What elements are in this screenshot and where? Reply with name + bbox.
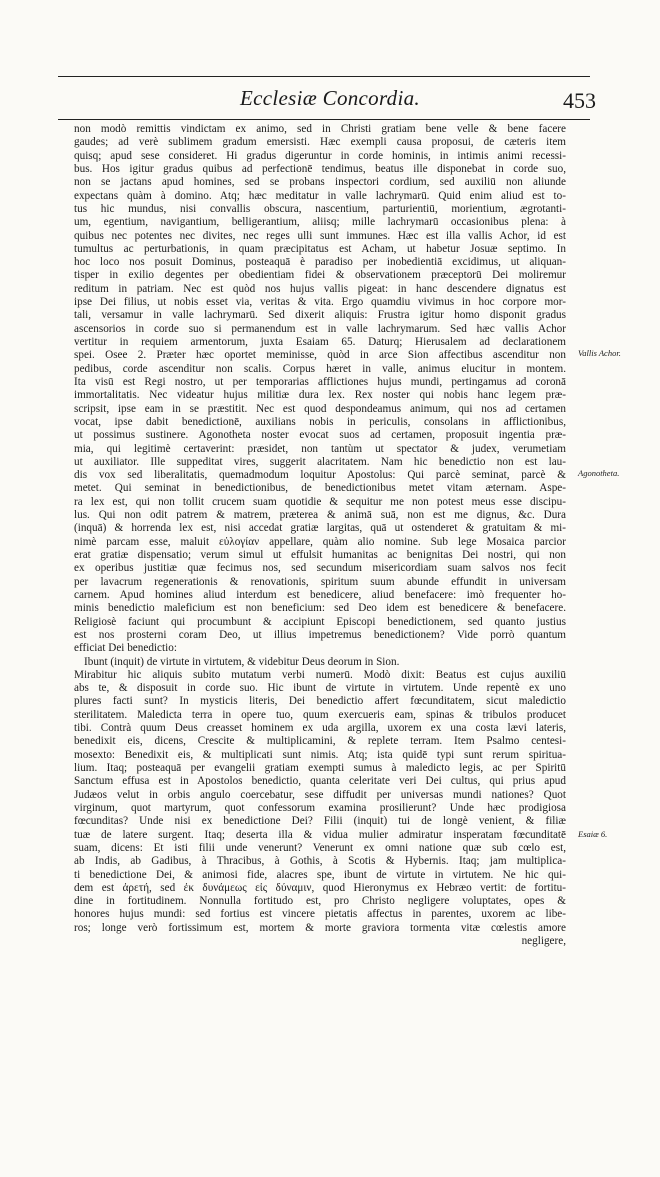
- text-line: suam, dicens: Et isti filii unde venerunt? Venerunt ex omni natione quæ sub cœlo est,: [74, 841, 566, 854]
- text-line: vocat, ipse dabit benedictionē, auxilians nobis in periculis, consolans in afflictionibus,: [74, 415, 566, 428]
- text-line: reditum in patriam. Nec est quòd nos hujus vallis pigeat: in hanc descendere dignatus est: [74, 282, 566, 295]
- text-line: plures facti sunt? In mysticis literis, Dei benedictio affert fœcunditatem, sicut maledictio: [74, 695, 566, 708]
- text-line: virginum, quot martyrum, quot confessorum examina prosilierunt? Unde hæc prodigiosa: [74, 801, 566, 814]
- text-line: pedibus, corde ascenditur non scalis. Corpus hæret in valle, animus elucitur in montem.: [74, 362, 566, 375]
- text-line: honores hujus mundi: sed fortius est vincere pietatis affectus in parentes, uxorem ac libe-: [74, 908, 566, 921]
- text-line: benedixit eis, dicens, Crescite & multiplicamini, & replete terram. Item Psalmo centesi-: [74, 735, 566, 748]
- text-line: ut possimus sustinere. Agonotheta noster evocat suos ad certamen, proposuit ingentia præ-: [74, 429, 566, 442]
- text-line: erat gratiæ dispensatio; verum simul ut effulsit humanitas ac benignitas Dei nostri, qui non: [74, 549, 566, 561]
- text-line: tali, versamur in valle lachrymarū. Sed dixerit aliquis: Frustra igitur homo disponit gradus: [74, 309, 566, 322]
- text-line: bus. Hos igitur gradus quibus ad perfectionē tendimus, beatus ille disponebat in corde suo,: [74, 162, 566, 175]
- text-line: tuæ de latere surgent. Itaq; deserta illa & vidua mulier admiratur insperatam fœcunditatē: [74, 828, 566, 841]
- text-line: dine in fortitudinem. Nonnulla fortitudo est, pro Christo negligere voluptates, opes &: [74, 895, 566, 908]
- text-line: lus. Qui non odit patrem & matrem, præterea & animā suā, non est me dignus, &c. Dura: [74, 509, 566, 522]
- text-line: Ita visū est Regi nostro, ut per temporarias afflictiones hujus mundi, pertingamus ad coronā: [74, 375, 566, 388]
- text-line: mia, qui legitimè certaverint: præsidet, non tantùm ut spectator & judex, verumetiam: [74, 442, 566, 455]
- margin-note-agonotheta: Agonotheta.: [578, 468, 620, 478]
- text-line: abs te, & disposuit in corde suo. Hic ibunt de virtute in virtutem. Unde repentè ex uno: [74, 682, 566, 695]
- text-line: carnem. Apud homines aliud interdum est benedicere, aliud benefacere: imò frequenter ho-: [74, 588, 566, 601]
- text-line: nimè parcam esse, maluit εὐλογίαν appellare, quàm alio nomine. Sub lege Mosaica parcior: [74, 535, 566, 548]
- text-line: expectans quàm à domino. Atq; hæc meditatur in valle lachrymarū. Quid enim aliud est to-: [74, 189, 566, 202]
- text-line: tus hic mundus, nisi convallis obscura, nascentium, parturientiū, morientium, ægrotanti-: [74, 202, 566, 215]
- text-line: (inquā) & horrenda lex est, nisi accedat gratiæ largitas, quā ut ostenderet & gratuitam & mi-: [74, 522, 566, 535]
- text-line: hoc loco nos posuit Dominus, posteaquā è paradiso per inobedientiā excidimus, ut aliquan-: [74, 256, 566, 269]
- text-line: est nos prosterni coram Deo, ut illius impetremus benedictionem? Vide porrò quantum: [74, 628, 566, 641]
- text-line: Judæos velut in orbis angulo coercebatur, sese diffudit per universas mundi nationes? Quot: [74, 788, 566, 801]
- page-number: 453: [563, 88, 596, 113]
- running-title: Ecclesiæ Concordia.: [240, 86, 420, 110]
- text-line: quisq; apud sese consideret. Hi gradus digeruntur in corde hominis, in intimis animi recessi-: [74, 149, 566, 162]
- text-line: immortalitatis. Nec videatur hujus militiæ dura lex. Rex noster qui nobis hanc legem præ-: [74, 389, 566, 402]
- main-text-block: [74, 123, 566, 948]
- text-line: non se jactans apud homines, sed se probans inspectori cordium, sed auxiliū non aliunde: [74, 176, 566, 189]
- text-line: fœcunditas? Unde nisi ex benedictione Dei? Filii (inquit) tui de longè venient, & filiæ: [74, 815, 566, 828]
- header-rule: [58, 119, 590, 120]
- text-line: gaudes; ad verè sublimem gradum emersisti. Hæc exempli causa proposui, de cæteris item: [74, 136, 566, 149]
- text-line: sterilitatem. Maledicta terra in opere tuo, quum exercueris eam, spinas & tribulos producet: [74, 708, 566, 721]
- catchword: negligere,: [521, 935, 566, 948]
- text-line: Mirabitur hic aliquis subito mutatum verbi numerū. Modò dixit: Beatus est cujus auxiliū: [74, 668, 566, 681]
- margin-note-vallis-achor: Vallis Achor.: [578, 348, 621, 358]
- text-line: tumultus ac perturbationis, in quam præcipitatus est Acham, ut habetur Josuæ septimo. In: [74, 242, 566, 255]
- text-line: efficiat Dei benedictio:: [74, 642, 177, 655]
- top-rule: [58, 76, 590, 77]
- text-line: ab Indis, ab Gadibus, à Thracibus, à Gothis, à Scotis & Hybernis. Itaq; jam multiplica-: [74, 855, 566, 868]
- text-line: vertitur in requiem armentorum, juxta Esaiam 65. Daturq; Hierusalem ad declarationem: [74, 336, 566, 348]
- text-line: minis benedictio maleficium est non beneficium: sed Deo idem est benedicere & benefacere.: [74, 602, 566, 615]
- text-line: ex operibus justitiæ quæ fecimus nos, sed secundum misericordiam suam salvos nos fecit: [74, 562, 566, 575]
- text-line: per lavacrum regenerationis & renovationis, spiritum suum abunde effundit in universam: [74, 575, 566, 588]
- text-line: metet. Qui seminat in benedictionibus, de benedictionibus metet vitam æternam. Aspe-: [74, 482, 566, 495]
- margin-note-esaia: Esaiæ 6.: [578, 829, 608, 839]
- text-line: Sanctum effusa est in Apostolos benedictio, quanta celeritate veri Dei cultus, qui prius apud: [74, 775, 566, 788]
- text-line: ascensorios in corde suo si permanendum est in valle lachrymarum. Sed hæc vallis Achor: [74, 322, 566, 335]
- text-line: mosexto: Benedixit eis, & multiplicati sunt nimis. Atq; ista quidē typi sunt rerum spiritua-: [74, 748, 566, 761]
- text-line: Religiosè faciunt qui procumbunt & accipiunt Episcopi benedictionem, sed quanto justius: [74, 615, 566, 628]
- text-line: ti benedictione Dei, & animosi fide, alacres spe, ibunt de virtute in virtutem. Ne hic qui-: [74, 868, 566, 881]
- text-line: ut auxiliator. Ille suppeditat vires, suggerit alacritatem. Nam hic benedictio non est lau-: [74, 455, 566, 468]
- text-line: quibus nec potentes nec divites, nec reges ulli sunt immunes. Hæc est illa vallis Achor, id est: [74, 229, 566, 242]
- text-line: dis vox sed liberalitatis, quemadmodum loquitur Apostolus: Qui parcè seminat, parcè &: [74, 469, 566, 482]
- text-line: um, egentium, navigantium, belligerantium, aliisq; mille lachrymarū occasionibus plena: à: [74, 216, 566, 229]
- text-line: Ibunt (inquit) de virtute in virtutem, & videbitur Deus deorum in Sion.: [84, 655, 400, 668]
- text-line: non modò remittis vindictam ex animo, sed in Christi gratiam bene velle & bene facere: [74, 123, 566, 135]
- text-line: scripsit, ipse eam in se præstitit. Nec est quod despondeamus animum, qui nos ad certamen: [74, 402, 566, 415]
- text-line: tisper in exilio degentes per obedientiam fidei & observationem præceptorū Dei moliremur: [74, 269, 566, 282]
- text-line: spei. Osee 2. Præter hæc oportet meminisse, quòd in arce Sion affectibus ascenditur non: [74, 349, 566, 362]
- text-line: ros; longe verò fortissimum est, mortem & morte graviora tormenta vitæ cœlestis amore: [74, 921, 566, 934]
- text-line: ra lex est, qui non tollit crucem suam quotidie & sequitur me non potest meus esse discipu-: [74, 495, 566, 508]
- text-line: lium. Itaq; posteaquā per evangelii gratiam exempti sumus à maledicto legis, ac per Spiritū: [74, 762, 566, 774]
- text-line: dem est ἀρετή, sed ἐκ δυνάμεως εἰς δύναμιν, quod Hieronymus ex Hebræo vertit: de fortitu-: [74, 881, 566, 894]
- text-line: tibi. Contrà quum Deus creasset hominem ex uda argilla, uxorem ex una costa lævi lateris,: [74, 722, 566, 735]
- text-line: ipse Dei filius, ut nobis esset via, veritas & vita. Ergo quamdiu vivimus in hoc corpore mor-: [74, 296, 566, 309]
